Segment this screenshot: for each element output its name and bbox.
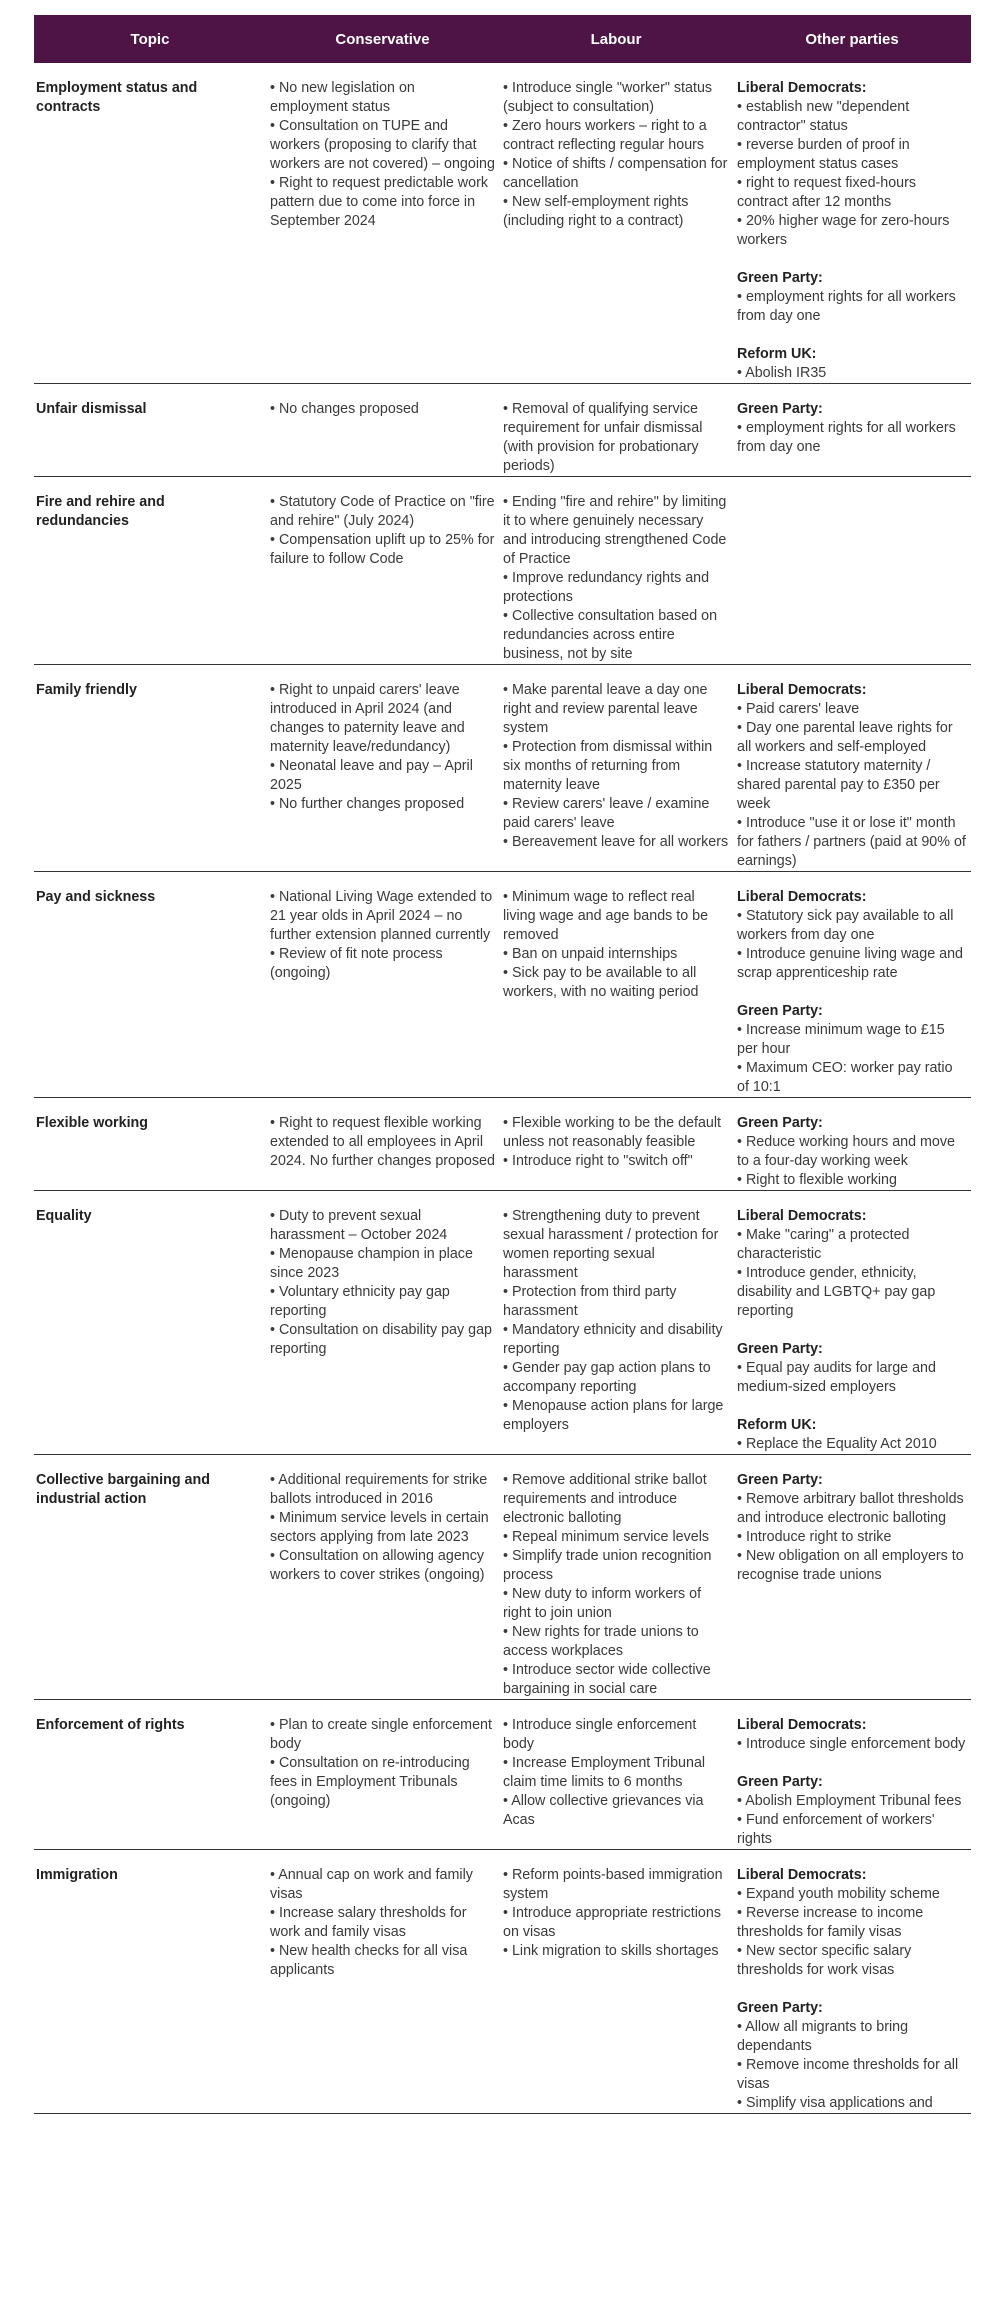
conservative-point: • New health checks for all visa applicants (270, 1943, 468, 1978)
labour-point: • Reform points-based immigration system (503, 1867, 723, 1902)
party-group (737, 1773, 967, 1849)
party-point: • Simplify visa applications and (737, 2095, 933, 2111)
party-point: • Introduce gender, ethnicity, disability and LGBTQ+ pay gap reporting (737, 1265, 936, 1319)
header-other-parties: Other parties (733, 15, 971, 63)
labour-point: • Removal of qualifying service requirement for unfair dismissal (with provision for probationary periods) (503, 401, 703, 474)
conservative-cell (266, 665, 499, 872)
labour-point: • Link migration to skills shortages (503, 1943, 719, 1959)
party-point: • Introduce single enforcement body (737, 1736, 966, 1752)
table-row (34, 1700, 971, 1850)
other-parties-cell (733, 477, 971, 665)
party-group (737, 1340, 967, 1397)
conservative-point: • Voluntary ethnicity pay gap reporting (270, 1284, 450, 1319)
party-name: Green Party: (737, 1472, 823, 1488)
party-point: • Fund enforcement of workers' rights (737, 1812, 935, 1847)
party-point: • employment rights for all workers from day one (737, 420, 956, 455)
party-name: Reform UK: (737, 346, 817, 362)
table-body (34, 63, 971, 2114)
party-point: • Introduce "use it or lose it" month for fathers / partners (paid at 90% of earnings) (737, 815, 966, 869)
party-point: • Reverse increase to income thresholds for family visas (737, 1905, 924, 1940)
other-parties-cell (733, 872, 971, 1098)
party-group (737, 79, 967, 250)
party-name: Green Party: (737, 2000, 823, 2016)
party-point: • right to request fixed-hours contract after 12 months (737, 175, 917, 210)
conservative-point: • No new legislation on employment status (270, 80, 415, 115)
party-group (737, 1471, 967, 1585)
party-point: • Abolish IR35 (737, 365, 827, 381)
party-group (737, 1866, 967, 1980)
party-name: Green Party: (737, 1774, 823, 1790)
party-group (737, 1999, 967, 2113)
party-point: • Introduce right to strike (737, 1529, 892, 1545)
party-group (737, 1114, 967, 1190)
labour-point: • Gender pay gap action plans to accompany reporting (503, 1360, 711, 1395)
party-point: • Remove arbitrary ballot thresholds and introduce electronic balloting (737, 1491, 964, 1526)
party-point: • New sector specific salary thresholds for work visas (737, 1943, 912, 1978)
party-name: Liberal Democrats: (737, 889, 867, 905)
conservative-point: • Neonatal leave and pay – April 2025 (270, 758, 473, 793)
labour-cell (499, 63, 733, 384)
conservative-point: • Annual cap on work and family visas (270, 1867, 473, 1902)
party-point: • Right to flexible working (737, 1172, 897, 1188)
party-point: • Increase statutory maternity / shared parental pay to £350 per week (737, 758, 940, 812)
conservative-cell (266, 63, 499, 384)
party-name: Green Party: (737, 1115, 823, 1131)
party-group (737, 1716, 967, 1754)
labour-cell (499, 477, 733, 665)
party-name: Liberal Democrats: (737, 1867, 867, 1883)
other-parties-cell (733, 1850, 971, 2114)
conservative-cell (266, 872, 499, 1098)
party-group (737, 1002, 967, 1097)
labour-cell (499, 1191, 733, 1455)
conservative-point: • Consultation on allowing agency workers to cover strikes (ongoing) (270, 1548, 485, 1583)
table-row (34, 384, 971, 477)
other-parties-cell (733, 384, 971, 477)
conservative-point: • Consultation on disability pay gap reporting (270, 1322, 492, 1357)
topic-cell: Flexible working (36, 1115, 149, 1131)
conservative-point: • Consultation on re-introducing fees in Employment Tribunals (ongoing) (270, 1755, 470, 1809)
labour-point: • New duty to inform workers of right to join union (503, 1586, 702, 1621)
conservative-cell (266, 1098, 499, 1191)
labour-point: • Flexible working to be the default unless not reasonably feasible (503, 1115, 721, 1150)
header-labour: Labour (499, 15, 733, 63)
party-name: Green Party: (737, 1003, 823, 1019)
topic-cell: Employment status and contracts (36, 80, 198, 115)
party-point: • Remove income thresholds for all visas (737, 2057, 959, 2092)
party-point: • Day one parental leave rights for all workers and self-employed (737, 720, 953, 755)
conservative-cell (266, 477, 499, 665)
policy-comparison-table (34, 15, 971, 2114)
labour-cell (499, 1098, 733, 1191)
party-point: • Statutory sick pay available to all workers from day one (737, 908, 954, 943)
labour-point: • Introduce appropriate restrictions on visas (503, 1905, 721, 1940)
party-group (737, 1207, 967, 1321)
party-point: • Maximum CEO: worker pay ratio of 10:1 (737, 1060, 953, 1095)
conservative-point: • Right to request flexible working extended to all employees in April 2024. No further changes proposed (270, 1115, 495, 1169)
topic-cell: Collective bargaining and industrial action (36, 1472, 210, 1507)
party-name: Liberal Democrats: (737, 682, 867, 698)
party-point: • Increase minimum wage to £15 per hour (737, 1022, 945, 1057)
party-point: • Introduce genuine living wage and scrap apprenticeship rate (737, 946, 963, 981)
other-parties-cell (733, 1455, 971, 1700)
party-point: • Equal pay audits for large and medium-sized employers (737, 1360, 936, 1395)
party-name: Green Party: (737, 401, 823, 417)
labour-point: • Collective consultation based on redundancies across entire business, not by site (503, 608, 718, 662)
labour-point: • Increase Employment Tribunal claim time limits to 6 months (503, 1755, 706, 1790)
conservative-cell (266, 1191, 499, 1455)
table-row (34, 665, 971, 872)
labour-point: • Protection from third party harassment (503, 1284, 677, 1319)
labour-point: • Ending "fire and rehire" by limiting it to where genuinely necessary and introducing strengthened Code of Practice (503, 494, 727, 567)
labour-point: • Improve redundancy rights and protections (503, 570, 710, 605)
conservative-point: • Increase salary thresholds for work and family visas (270, 1905, 467, 1940)
labour-point: • New self-employment rights (including right to a contract) (503, 194, 689, 229)
party-point: • Reduce working hours and move to a four-day working week (737, 1134, 955, 1169)
labour-point: • Mandatory ethnicity and disability reporting (503, 1322, 723, 1357)
party-name: Reform UK: (737, 1417, 817, 1433)
conservative-cell (266, 1700, 499, 1850)
table-row (34, 477, 971, 665)
conservative-point: • Compensation uplift up to 25% for failure to follow Code (270, 532, 495, 567)
conservative-cell (266, 1455, 499, 1700)
labour-point: • Introduce single "worker" status (subject to consultation) (503, 80, 713, 115)
table-header (34, 15, 971, 63)
labour-point: • Introduce right to "switch off" (503, 1153, 693, 1169)
conservative-point: • Additional requirements for strike ballots introduced in 2016 (270, 1472, 488, 1507)
header-topic: Topic (34, 15, 266, 63)
table-row (34, 1191, 971, 1455)
labour-point: • Review carers' leave / examine paid carers' leave (503, 796, 710, 831)
labour-point: • New rights for trade unions to access workplaces (503, 1624, 699, 1659)
conservative-point: • No further changes proposed (270, 796, 465, 812)
conservative-point: • No changes proposed (270, 401, 419, 417)
header-conservative: Conservative (266, 15, 499, 63)
labour-cell (499, 1850, 733, 2114)
labour-point: • Make parental leave a day one right and review parental leave system (503, 682, 708, 736)
table-row (34, 872, 971, 1098)
party-group (737, 888, 967, 983)
party-group (737, 269, 967, 326)
party-group (737, 345, 967, 383)
conservative-point: • Menopause champion in place since 2023 (270, 1246, 473, 1281)
labour-point: • Notice of shifts / compensation for cancellation (503, 156, 728, 191)
labour-cell (499, 384, 733, 477)
party-group (737, 681, 967, 871)
party-point: • employment rights for all workers from day one (737, 289, 956, 324)
labour-point: • Bereavement leave for all workers (503, 834, 729, 850)
party-group (737, 400, 967, 457)
party-point: • New obligation on all employers to recognise trade unions (737, 1548, 964, 1583)
party-name: Liberal Democrats: (737, 80, 867, 96)
labour-point: • Sick pay to be available to all workers, with no waiting period (503, 965, 699, 1000)
party-point: • Expand youth mobility scheme (737, 1886, 940, 1902)
labour-point: • Allow collective grievances via Acas (503, 1793, 704, 1828)
topic-cell: Fire and rehire and redundancies (36, 494, 165, 529)
party-point: • Allow all migrants to bring dependants (737, 2019, 909, 2054)
labour-point: • Menopause action plans for large employers (503, 1398, 724, 1433)
labour-point: • Introduce sector wide collective bargaining in social care (503, 1662, 711, 1697)
party-point: • Paid carers' leave (737, 701, 860, 717)
conservative-cell (266, 1850, 499, 2114)
party-point: • Replace the Equality Act 2010 (737, 1436, 937, 1452)
topic-cell: Enforcement of rights (36, 1717, 185, 1733)
conservative-point: • Right to unpaid carers' leave introduced in April 2024 (and changes to paternity leave and maternity leave/redundancy) (270, 682, 465, 755)
conservative-point: • Plan to create single enforcement body (270, 1717, 492, 1752)
topic-cell: Family friendly (36, 682, 137, 698)
other-parties-cell (733, 1191, 971, 1455)
conservative-point: • Consultation on TUPE and workers (proposing to clarify that workers are not covered) – ongoing (270, 118, 495, 172)
conservative-point: • Right to request predictable work pattern due to come into force in September 2024 (270, 175, 488, 229)
conservative-point: • Review of fit note process (ongoing) (270, 946, 443, 981)
conservative-cell (266, 384, 499, 477)
labour-cell (499, 1700, 733, 1850)
labour-point: • Zero hours workers – right to a contract reflecting regular hours (503, 118, 707, 153)
party-name: Green Party: (737, 270, 823, 286)
conservative-point: • Duty to prevent sexual harassment – October 2024 (270, 1208, 448, 1243)
topic-cell: Immigration (36, 1867, 118, 1883)
labour-cell (499, 665, 733, 872)
labour-point: • Protection from dismissal within six months of returning from maternity leave (503, 739, 713, 793)
labour-point: • Introduce single enforcement body (503, 1717, 697, 1752)
party-point: • Abolish Employment Tribunal fees (737, 1793, 962, 1809)
party-point: • establish new "dependent contractor" status (737, 99, 910, 134)
topic-cell: Equality (36, 1208, 92, 1224)
party-name: Liberal Democrats: (737, 1208, 867, 1224)
labour-point: • Minimum wage to reflect real living wage and age bands to be removed (503, 889, 709, 943)
labour-point: • Ban on unpaid internships (503, 946, 678, 962)
other-parties-cell (733, 665, 971, 872)
table-row (34, 1850, 971, 2114)
table-row (34, 1098, 971, 1191)
conservative-point: • National Living Wage extended to 21 year olds in April 2024 – no further extension planned currently (270, 889, 493, 943)
labour-point: • Remove additional strike ballot requirements and introduce electronic balloting (503, 1472, 707, 1526)
other-parties-cell (733, 1098, 971, 1191)
conservative-point: • Statutory Code of Practice on "fire and rehire" (July 2024) (270, 494, 495, 529)
topic-cell: Unfair dismissal (36, 401, 147, 417)
party-group (737, 1416, 967, 1454)
party-name: Liberal Democrats: (737, 1717, 867, 1733)
party-point: • reverse burden of proof in employment status cases (737, 137, 910, 172)
topic-cell: Pay and sickness (36, 889, 156, 905)
labour-point: • Repeal minimum service levels (503, 1529, 710, 1545)
party-name: Green Party: (737, 1341, 823, 1357)
labour-point: • Strengthening duty to prevent sexual harassment / protection for women reporting sexual harassment (503, 1208, 719, 1281)
table-row (34, 63, 971, 384)
other-parties-cell (733, 63, 971, 384)
table-row (34, 1455, 971, 1700)
labour-point: • Simplify trade union recognition process (503, 1548, 712, 1583)
party-point: • Make "caring" a protected characteristic (737, 1227, 910, 1262)
labour-cell (499, 1455, 733, 1700)
conservative-point: • Minimum service levels in certain sectors applying from late 2023 (270, 1510, 489, 1545)
labour-cell (499, 872, 733, 1098)
other-parties-cell (733, 1700, 971, 1850)
party-point: • 20% higher wage for zero-hours workers (737, 213, 950, 248)
